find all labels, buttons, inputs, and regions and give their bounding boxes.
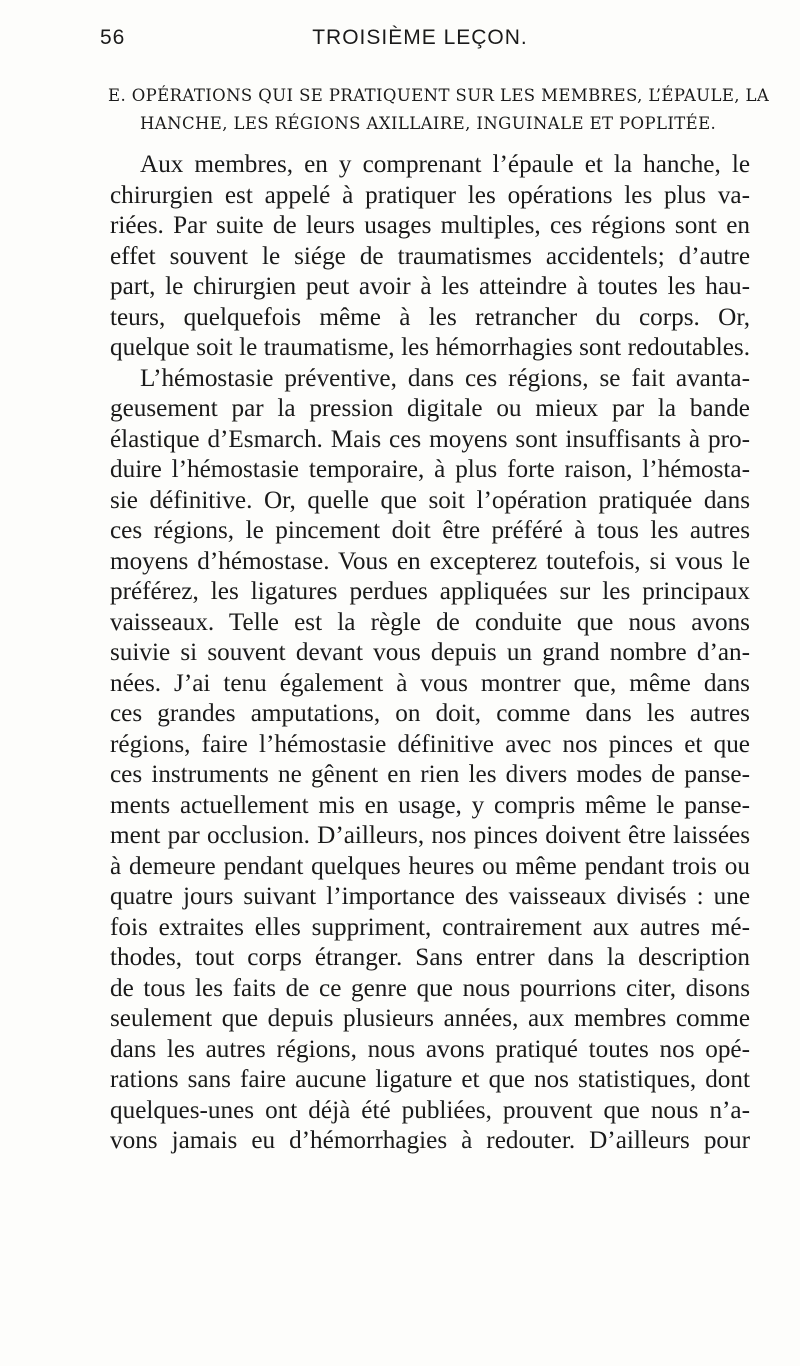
- text-line: ces régions, le pincement doit être préféré à tous les autres: [110, 517, 750, 544]
- text-line: teurs, quelquefois même à les retrancher du corps. Or,: [110, 303, 750, 331]
- text-line: ces grandes amputations, on doit, comme dans les autres: [110, 700, 750, 727]
- text-line: vaisseaux. Telle est la règle de conduite que nous avons: [110, 608, 750, 636]
- text-line: fois extraites elles suppriment, contrairement aux autres mé-: [110, 913, 750, 941]
- text-line: rations sans faire aucune ligature et que nos statistiques, dont: [110, 1066, 750, 1093]
- text-line: part, le chirurgien peut avoir à les atteindre à toutes les hau-: [110, 273, 750, 300]
- text-line: à demeure pendant quelques heures ou même pendant trois ou: [110, 852, 750, 880]
- text-line: ces instruments ne gênent en rien les divers modes de panse-: [110, 761, 750, 788]
- text-line: ments actuellement mis en usage, y compris même le panse-: [110, 791, 750, 819]
- text-line: chirurgien est appelé à pratiquer les opérations les plus va-: [110, 181, 750, 209]
- text-line: moyens d’hémostase. Vous en excepterez toutefois, si vous le: [110, 547, 750, 575]
- text-line: quatre jours suivant l’importance des vaisseaux divisés : une: [110, 883, 750, 910]
- text-line: quelque soit le traumatisme, les hémorrhagies sont redoutables.: [110, 334, 750, 361]
- text-line: seulement que depuis plusieurs années, aux membres comme: [110, 1005, 750, 1032]
- text-line: effet souvent le siége de traumatismes accidentels; d’autre: [110, 242, 750, 270]
- text-line: duire l’hémostasie temporaire, à plus forte raison, l’hémosta-: [110, 456, 750, 483]
- text-line: geusement par la pression digitale ou mieux par la bande: [110, 395, 750, 422]
- text-line: Aux membres, en y comprenant l’épaule et la hanche, le: [140, 151, 750, 178]
- text-line: quelques-unes ont déjà été publiées, prouvent que nous n’a-: [110, 1096, 750, 1124]
- text-line: nées. J’ai tenu également à vous montrer que, même dans: [110, 669, 750, 697]
- text-line: vons jamais eu d’hémorrhagies à redouter. D’ailleurs pour: [110, 1127, 750, 1154]
- text-line: préférez, les ligatures perdues appliquées sur les principaux: [110, 578, 750, 605]
- running-title: TROISIÈME LEÇON.: [312, 26, 528, 49]
- text-line: de tous les faits de ce genre que nous pourrions citer, disons: [110, 974, 750, 1002]
- text-line: dans les autres régions, nous avons pratiqué toutes nos opé-: [110, 1035, 750, 1063]
- text-line: L’hémostasie préventive, dans ces régions, se fait avanta-: [140, 364, 750, 392]
- text-line: sie définitive. Or, quelle que soit l’opération pratiquée dans: [110, 486, 750, 514]
- section-heading-line: HANCHE, LES RÉGIONS AXILLAIRE, INGUINALE ET POPLITÉE.: [140, 114, 717, 133]
- text-line: thodes, tout corps étranger. Sans entrer dans la description: [110, 944, 750, 971]
- running-head: [100, 26, 740, 56]
- text-line: ment par occlusion. D’ailleurs, nos pinces doivent être laissées: [110, 822, 750, 849]
- text-line: suivie si souvent devant vous depuis un grand nombre d’an-: [110, 639, 750, 666]
- text-line: régions, faire l’hémostasie définitive avec nos pinces et que: [110, 730, 750, 758]
- section-heading: [108, 82, 770, 138]
- body-paragraphs: [110, 150, 750, 1157]
- section-heading-line: E. OPÉRATIONS QUI SE PRATIQUENT SUR LES MEMBRES, L’ÉPAULE, LA: [108, 86, 770, 105]
- page-number: 56: [100, 26, 126, 49]
- text-line: élastique d’Esmarch. Mais ces moyens sont insuffisants à pro-: [110, 425, 750, 453]
- text-line: riées. Par suite de leurs usages multiples, ces régions sont en: [110, 212, 750, 239]
